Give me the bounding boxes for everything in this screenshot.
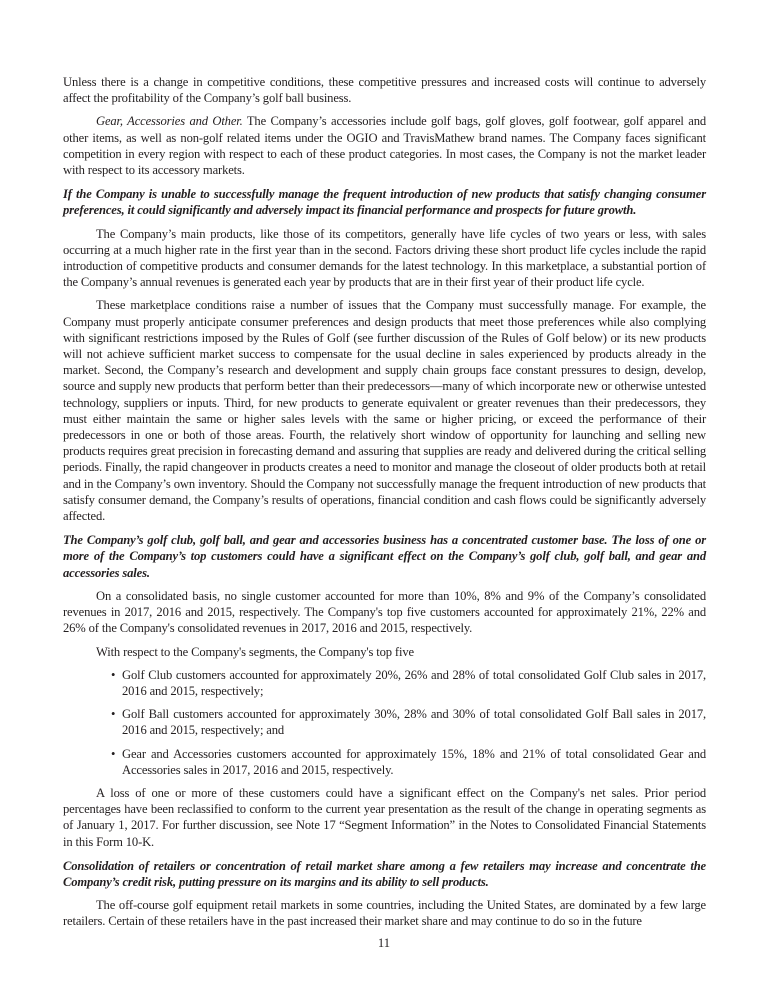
risk-heading-retailer-consolidation: Consolidation of retailers or concentration of retail market share among a few retailers may increase and concentrate the Company’s credit risk, putting pressure on its margins and its ability to sell products. xyxy=(63,858,706,889)
bullet-icon: • xyxy=(111,707,116,722)
paragraph-lead-in: Gear, Accessories and Other. xyxy=(96,114,243,129)
page-number: 11 xyxy=(377,936,391,950)
list-item-golf-ball xyxy=(63,706,706,738)
paragraph-product-life-cycles: The Company’s main products, like those of its competitors, generally have life cycles of two years or less, with sales occurring at a much higher rate in the first year than in the second. Factors driving these short product life cycles include the rapid introduction of competitive products and consumer demands for the latest technology. In this marketplace, a substantial portion of the Company’s annual revenues is generated each year by products that are in their first year of their product life cycle. xyxy=(63,226,706,290)
bullet-icon: • xyxy=(111,746,116,761)
risk-heading-new-products: If the Company is unable to successfully manage the frequent introduction of new products that satisfy changing consumer preferences, it could significantly and adversely impact its financial performance and prospects for future growth. xyxy=(63,187,706,218)
list-item-text: Golf Club customers accounted for approximately 20%, 26% and 28% of total consolidated Golf Club sales in 2017, 2016 and 2015, respectively; xyxy=(122,667,706,698)
list-item-golf-club xyxy=(63,667,706,699)
paragraph-golf-ball-pressures: Unless there is a change in competitive conditions, these competitive pressures and increased costs will continue to adversely affect the profitability of the Company’s golf ball business. xyxy=(63,75,706,106)
paragraph-gear-accessories xyxy=(63,113,706,178)
document-page xyxy=(63,74,706,937)
paragraph-body: The Company’s accessories include golf bags, golf gloves, golf footwear, golf apparel and other items, as well as non-golf related items under the OGIO and TravisMathew brand names. The Company faces significant competition in every region with respect to each of these product categories. In most cases, the Company is not the market leader with respect to its accessory markets. xyxy=(63,114,706,178)
list-item-text: Golf Ball customers accounted for approximately 30%, 28% and 30% of total consolidated Golf Ball sales in 2017, 2016 and 2015, respectively; and xyxy=(122,707,706,738)
paragraph-loss-of-customers: A loss of one or more of these customers could have a significant effect on the Company's net sales. Prior period percentages have been reclassified to conform to the current year presentation as the result of the change in operating segments as of January 1, 2017. For further discussion, see Note 17 “Segment Information” in the Notes to Consolidated Financial Statements in this Form 10-K. xyxy=(63,785,706,849)
paragraph-marketplace-conditions: These marketplace conditions raise a number of issues that the Company must successfully manage. For example, the Company must properly anticipate consumer preferences and design products that meet those preferences while also complying with significant restrictions imposed by the Rules of Golf (see further discussion of the Rules of Golf below) or its new products will not achieve sufficient market success to compensate for the usual decline in sales experienced by products already in the market. Second, the Company’s research and development and supply chain groups face constant pressures to design, develop, source and supply new products that perform better than their predecessors—many of which incorporate new or otherwise untested technology, suppliers or inputs. Third, for new products to generate equivalent or greater revenues than their predecessors, they must either maintain the same or higher sales levels with the same or higher pricing, or exceed the performance of their predecessors in one or both of those areas. Fourth, the relatively short window of opportunity for launching and selling new products requires great precision in forecasting demand and assuring that supplies are ready and delivered during the critical selling periods. Finally, the rapid changeover in products creates a need to monitor and manage the closeout of older products both at retail and in the Company’s own inventory. Should the Company not successfully manage the frequent introduction of new products that satisfy consumer demand, the Company’s results of operations, financial condition and cash flows could be significantly adversely affected. xyxy=(63,298,706,524)
list-item-text: Gear and Accessories customers accounted for approximately 15%, 18% and 21% of total consolidated Gear and Accessories sales in 2017, 2016 and 2015, respectively. xyxy=(122,746,706,777)
bullet-icon: • xyxy=(111,667,116,682)
paragraph-consolidated-customers: On a consolidated basis, no single customer accounted for more than 10%, 8% and 9% of the Company’s consolidated revenues in 2017, 2016 and 2015, respectively. The Company's top five customers accounted for approximately 21%, 22% and 26% of the Company's consolidated revenues in 2017, 2016 and 2015, respectively. xyxy=(63,588,706,636)
paragraph-off-course-retail: The off-course golf equipment retail markets in some countries, including the United States, are dominated by a few large retailers. Certain of these retailers have in the past increased their market share and may continue to do so in the future xyxy=(63,898,706,929)
list-item-gear-accessories xyxy=(63,746,706,778)
paragraph-segments-intro: With respect to the Company's segments, the Company's top five xyxy=(96,644,414,659)
risk-heading-concentrated-customers: The Company’s golf club, golf ball, and gear and accessories business has a concentrated customer base. The loss of one or more of the Company’s top customers could have a significant effect on the Company’s golf club, golf ball, and gear and accessories sales. xyxy=(63,533,706,580)
segment-customer-list xyxy=(63,667,706,778)
